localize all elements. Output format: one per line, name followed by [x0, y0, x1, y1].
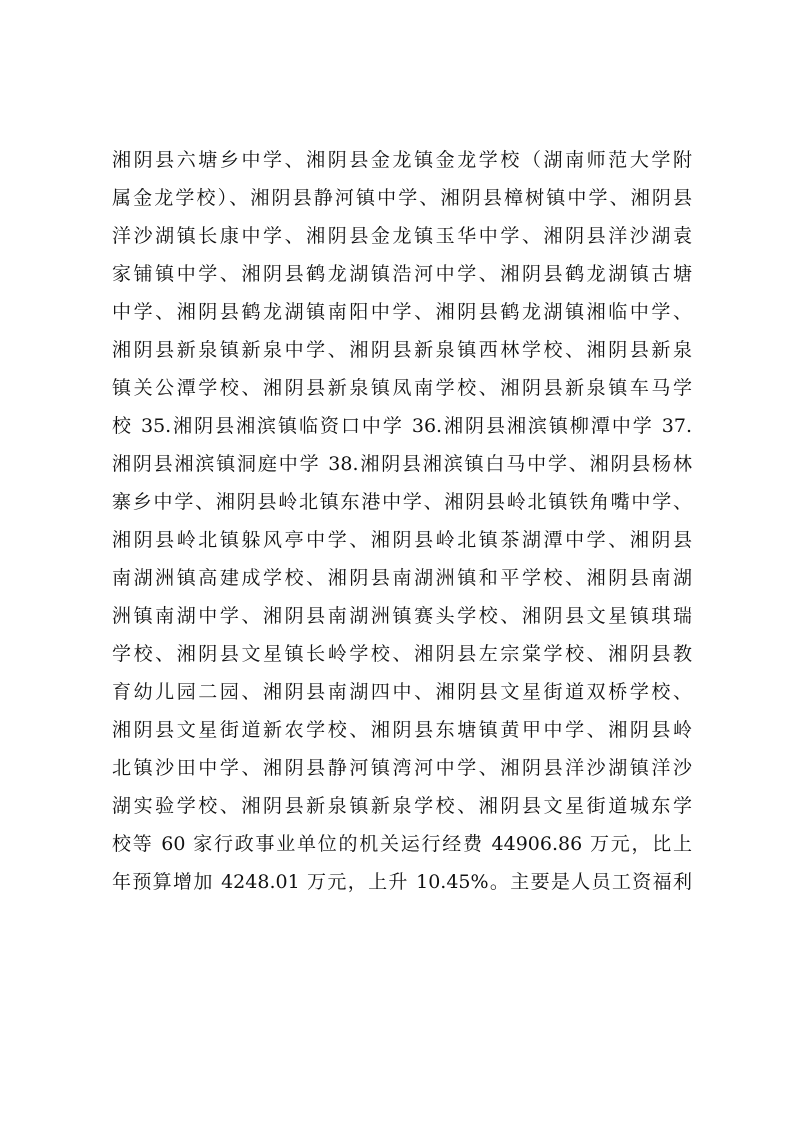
text-line: 学校、湘阴县文星镇长岭学校、湘阴县左宗棠学校、湘阴县教: [112, 643, 692, 665]
text-line: 湘阴县岭北镇躲风亭中学、湘阴县岭北镇茶湖潭中学、湘阴县: [112, 529, 692, 551]
text-line: 寨乡中学、湘阴县岭北镇东港中学、湘阴县岭北镇铁角嘴中学、: [112, 491, 692, 513]
text-line: 中学、湘阴县鹤龙湖镇南阳中学、湘阴县鹤龙湖镇湘临中学、: [112, 301, 692, 323]
body-paragraph: [112, 141, 692, 901]
text-line: 南湖洲镇高建成学校、湘阴县南湖洲镇和平学校、湘阴县南湖: [112, 567, 692, 589]
text-line: 属金龙学校）、湘阴县静河镇中学、湘阴县樟树镇中学、湘阴县: [112, 187, 692, 209]
text-line: 家铺镇中学、湘阴县鹤龙湖镇浩河中学、湘阴县鹤龙湖镇古塘: [112, 263, 692, 285]
text-line: 湘阴县文星街道新农学校、湘阴县东塘镇黄甲中学、湘阴县岭: [112, 719, 692, 741]
text-line: 洲镇南湖中学、湘阴县南湖洲镇赛头学校、湘阴县文星镇琪瑞: [112, 605, 692, 627]
text-line: 湘阴县湘滨镇洞庭中学 38.湘阴县湘滨镇白马中学、湘阴县杨林: [112, 453, 692, 475]
text-line: 年预算增加 4248.01 万元，上升 10.45%。主要是人员工资福利: [112, 871, 692, 893]
text-line: 校等 60 家行政事业单位的机关运行经费 44906.86 万元，比上: [112, 833, 692, 855]
text-line: 镇关公潭学校、湘阴县新泉镇凤南学校、湘阴县新泉镇车马学: [112, 377, 692, 399]
text-line: 洋沙湖镇长康中学、湘阴县金龙镇玉华中学、湘阴县洋沙湖袁: [112, 225, 692, 247]
text-line: 北镇沙田中学、湘阴县静河镇湾河中学、湘阴县洋沙湖镇洋沙: [112, 757, 692, 779]
text-line: 湘阴县新泉镇新泉中学、湘阴县新泉镇西林学校、湘阴县新泉: [112, 339, 692, 361]
text-line: 校 35.湘阴县湘滨镇临资口中学 36.湘阴县湘滨镇柳潭中学 37.: [112, 415, 692, 437]
text-line: 湘阴县六塘乡中学、湘阴县金龙镇金龙学校（湖南师范大学附: [112, 149, 692, 171]
text-line: 湖实验学校、湘阴县新泉镇新泉学校、湘阴县文星街道城东学: [112, 795, 692, 817]
text-line: 育幼儿园二园、湘阴县南湖四中、湘阴县文星街道双桥学校、: [112, 681, 692, 703]
